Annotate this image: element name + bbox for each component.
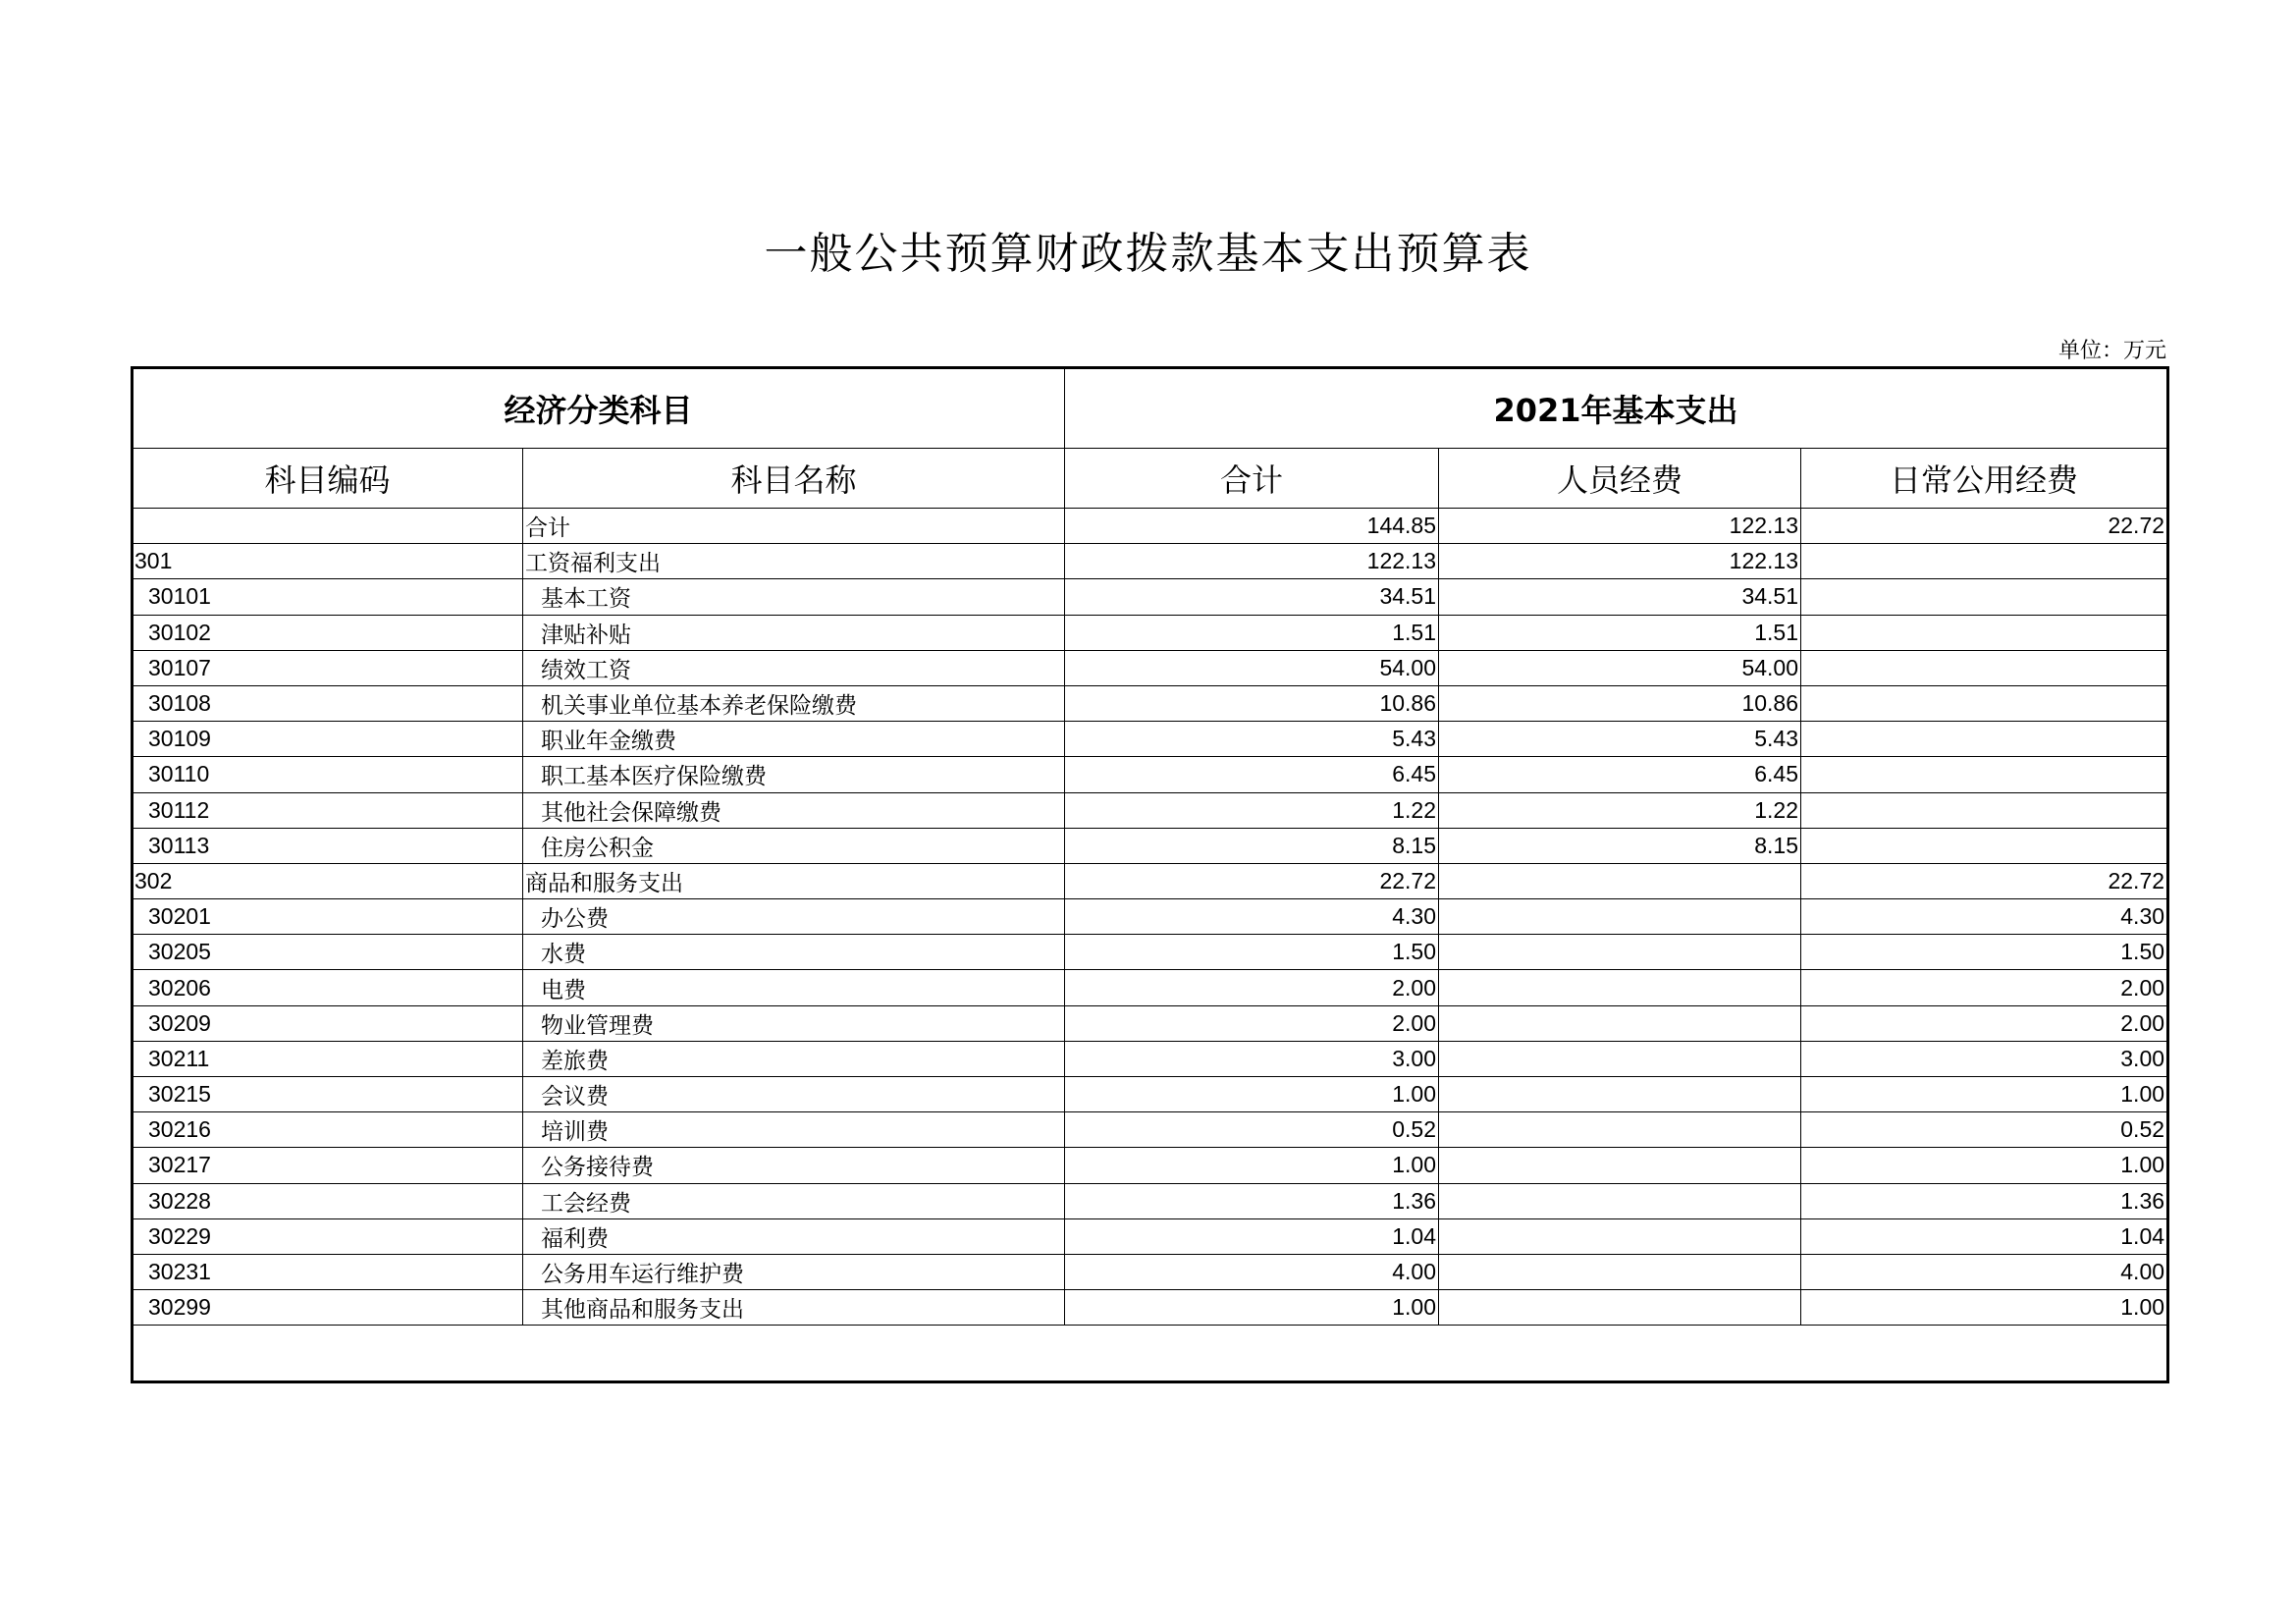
cell-name: 工资福利支出 [523,544,1065,579]
cell-name: 住房公积金 [523,828,1065,863]
cell-personnel [1439,1254,1801,1289]
cell-code: 30231 [133,1254,523,1289]
header-basic-expenditure-2021: 2021年基本支出 [1065,368,2167,449]
cell-code: 30205 [133,935,523,970]
table-row [133,970,2167,1005]
cell-public [1801,579,2167,615]
cell-personnel: 122.13 [1439,544,1801,579]
cell-public: 1.04 [1801,1218,2167,1254]
table-row [133,509,2167,544]
cell-public: 1.00 [1801,1077,2167,1112]
cell-public: 2.00 [1801,1005,2167,1041]
cell-total: 1.00 [1065,1148,1439,1183]
cell-personnel [1439,970,1801,1005]
cell-public: 1.36 [1801,1183,2167,1218]
cell-code: 302 [133,863,523,898]
cell-code: 30107 [133,650,523,685]
cell-name: 公务接待费 [523,1148,1065,1183]
cell-personnel: 5.43 [1439,722,1801,757]
budget-table [132,367,2167,1326]
cell-personnel: 122.13 [1439,509,1801,544]
cell-code: 30228 [133,1183,523,1218]
cell-name: 物业管理费 [523,1005,1065,1041]
cell-personnel: 1.51 [1439,615,1801,650]
cell-public [1801,757,2167,792]
cell-public [1801,615,2167,650]
header-economic-classification: 经济分类科目 [133,368,1065,449]
cell-personnel [1439,1148,1801,1183]
cell-total: 122.13 [1065,544,1439,579]
cell-public: 22.72 [1801,863,2167,898]
cell-total: 10.86 [1065,685,1439,721]
cell-total: 2.00 [1065,970,1439,1005]
col-header-personnel: 人员经费 [1439,449,1801,509]
col-header-total: 合计 [1065,449,1439,509]
table-row [133,757,2167,792]
table-row [133,1005,2167,1041]
cell-name: 基本工资 [523,579,1065,615]
cell-code: 30206 [133,970,523,1005]
cell-name: 工会经费 [523,1183,1065,1218]
table-row [133,1041,2167,1076]
table-row [133,544,2167,579]
cell-personnel [1439,1077,1801,1112]
cell-total: 2.00 [1065,1005,1439,1041]
table-row [133,1183,2167,1218]
cell-public [1801,828,2167,863]
cell-code: 30209 [133,1005,523,1041]
cell-personnel [1439,1005,1801,1041]
table-row [133,722,2167,757]
cell-name: 会议费 [523,1077,1065,1112]
cell-personnel: 54.00 [1439,650,1801,685]
table-row [133,1077,2167,1112]
cell-personnel: 6.45 [1439,757,1801,792]
cell-personnel: 8.15 [1439,828,1801,863]
cell-personnel [1439,1041,1801,1076]
cell-name: 津贴补贴 [523,615,1065,650]
cell-code: 30108 [133,685,523,721]
table-row [133,650,2167,685]
col-header-public: 日常公用经费 [1801,449,2167,509]
cell-name: 差旅费 [523,1041,1065,1076]
cell-total: 3.00 [1065,1041,1439,1076]
cell-total: 1.04 [1065,1218,1439,1254]
cell-total: 4.30 [1065,899,1439,935]
cell-name: 培训费 [523,1112,1065,1148]
table-row [133,685,2167,721]
cell-personnel [1439,1218,1801,1254]
cell-personnel: 34.51 [1439,579,1801,615]
cell-total: 5.43 [1065,722,1439,757]
cell-total: 0.52 [1065,1112,1439,1148]
cell-personnel [1439,1183,1801,1218]
cell-code: 30110 [133,757,523,792]
table-row [133,579,2167,615]
table-row [133,615,2167,650]
cell-personnel: 1.22 [1439,792,1801,828]
cell-public [1801,722,2167,757]
table-row [133,1254,2167,1289]
cell-public: 4.30 [1801,899,2167,935]
cell-code: 30299 [133,1290,523,1326]
cell-total: 1.00 [1065,1077,1439,1112]
table-body [133,509,2167,1326]
cell-total: 54.00 [1065,650,1439,685]
table-row [133,935,2167,970]
cell-public: 1.00 [1801,1148,2167,1183]
cell-total: 34.51 [1065,579,1439,615]
cell-total: 1.50 [1065,935,1439,970]
table-row [133,792,2167,828]
cell-public: 1.50 [1801,935,2167,970]
cell-name: 办公费 [523,899,1065,935]
cell-code: 30109 [133,722,523,757]
cell-code: 30101 [133,579,523,615]
cell-name: 机关事业单位基本养老保险缴费 [523,685,1065,721]
cell-name: 职业年金缴费 [523,722,1065,757]
cell-code: 30112 [133,792,523,828]
cell-name: 电费 [523,970,1065,1005]
table-row [133,1112,2167,1148]
header-row-columns [133,449,2167,509]
cell-code [133,509,523,544]
cell-name: 职工基本医疗保险缴费 [523,757,1065,792]
cell-public [1801,685,2167,721]
cell-total: 144.85 [1065,509,1439,544]
cell-name: 公务用车运行维护费 [523,1254,1065,1289]
cell-total: 1.36 [1065,1183,1439,1218]
table-row [133,1290,2167,1326]
cell-code: 30211 [133,1041,523,1076]
table-row [133,828,2167,863]
cell-total: 22.72 [1065,863,1439,898]
col-header-name: 科目名称 [523,449,1065,509]
page-title: 一般公共预算财政拨款基本支出预算表 [764,229,1532,279]
col-header-code: 科目编码 [133,449,523,509]
cell-public: 2.00 [1801,970,2167,1005]
table-row [133,863,2167,898]
cell-name: 其他商品和服务支出 [523,1290,1065,1326]
cell-public: 4.00 [1801,1254,2167,1289]
cell-public: 22.72 [1801,509,2167,544]
cell-code: 30217 [133,1148,523,1183]
cell-total: 1.22 [1065,792,1439,828]
cell-code: 30216 [133,1112,523,1148]
cell-total: 1.51 [1065,615,1439,650]
cell-public [1801,544,2167,579]
cell-personnel [1439,1290,1801,1326]
cell-code: 30113 [133,828,523,863]
cell-total: 8.15 [1065,828,1439,863]
cell-personnel [1439,863,1801,898]
cell-public [1801,792,2167,828]
cell-personnel [1439,1112,1801,1148]
cell-total: 1.00 [1065,1290,1439,1326]
cell-public: 1.00 [1801,1290,2167,1326]
cell-name: 合计 [523,509,1065,544]
table-row [133,1218,2167,1254]
cell-code: 30201 [133,899,523,935]
cell-name: 福利费 [523,1218,1065,1254]
cell-personnel [1439,935,1801,970]
cell-name: 绩效工资 [523,650,1065,685]
cell-name: 水费 [523,935,1065,970]
cell-total: 6.45 [1065,757,1439,792]
cell-name: 其他社会保障缴费 [523,792,1065,828]
cell-public [1801,650,2167,685]
cell-code: 30229 [133,1218,523,1254]
table-row [133,1148,2167,1183]
cell-name: 商品和服务支出 [523,863,1065,898]
cell-personnel [1439,899,1801,935]
table-row [133,899,2167,935]
cell-public: 3.00 [1801,1041,2167,1076]
cell-public: 0.52 [1801,1112,2167,1148]
header-row-group [133,368,2167,449]
cell-code: 30215 [133,1077,523,1112]
cell-total: 4.00 [1065,1254,1439,1289]
unit-label: 单位：万元 [2057,339,2166,363]
cell-code: 30102 [133,615,523,650]
cell-code: 301 [133,544,523,579]
cell-personnel: 10.86 [1439,685,1801,721]
